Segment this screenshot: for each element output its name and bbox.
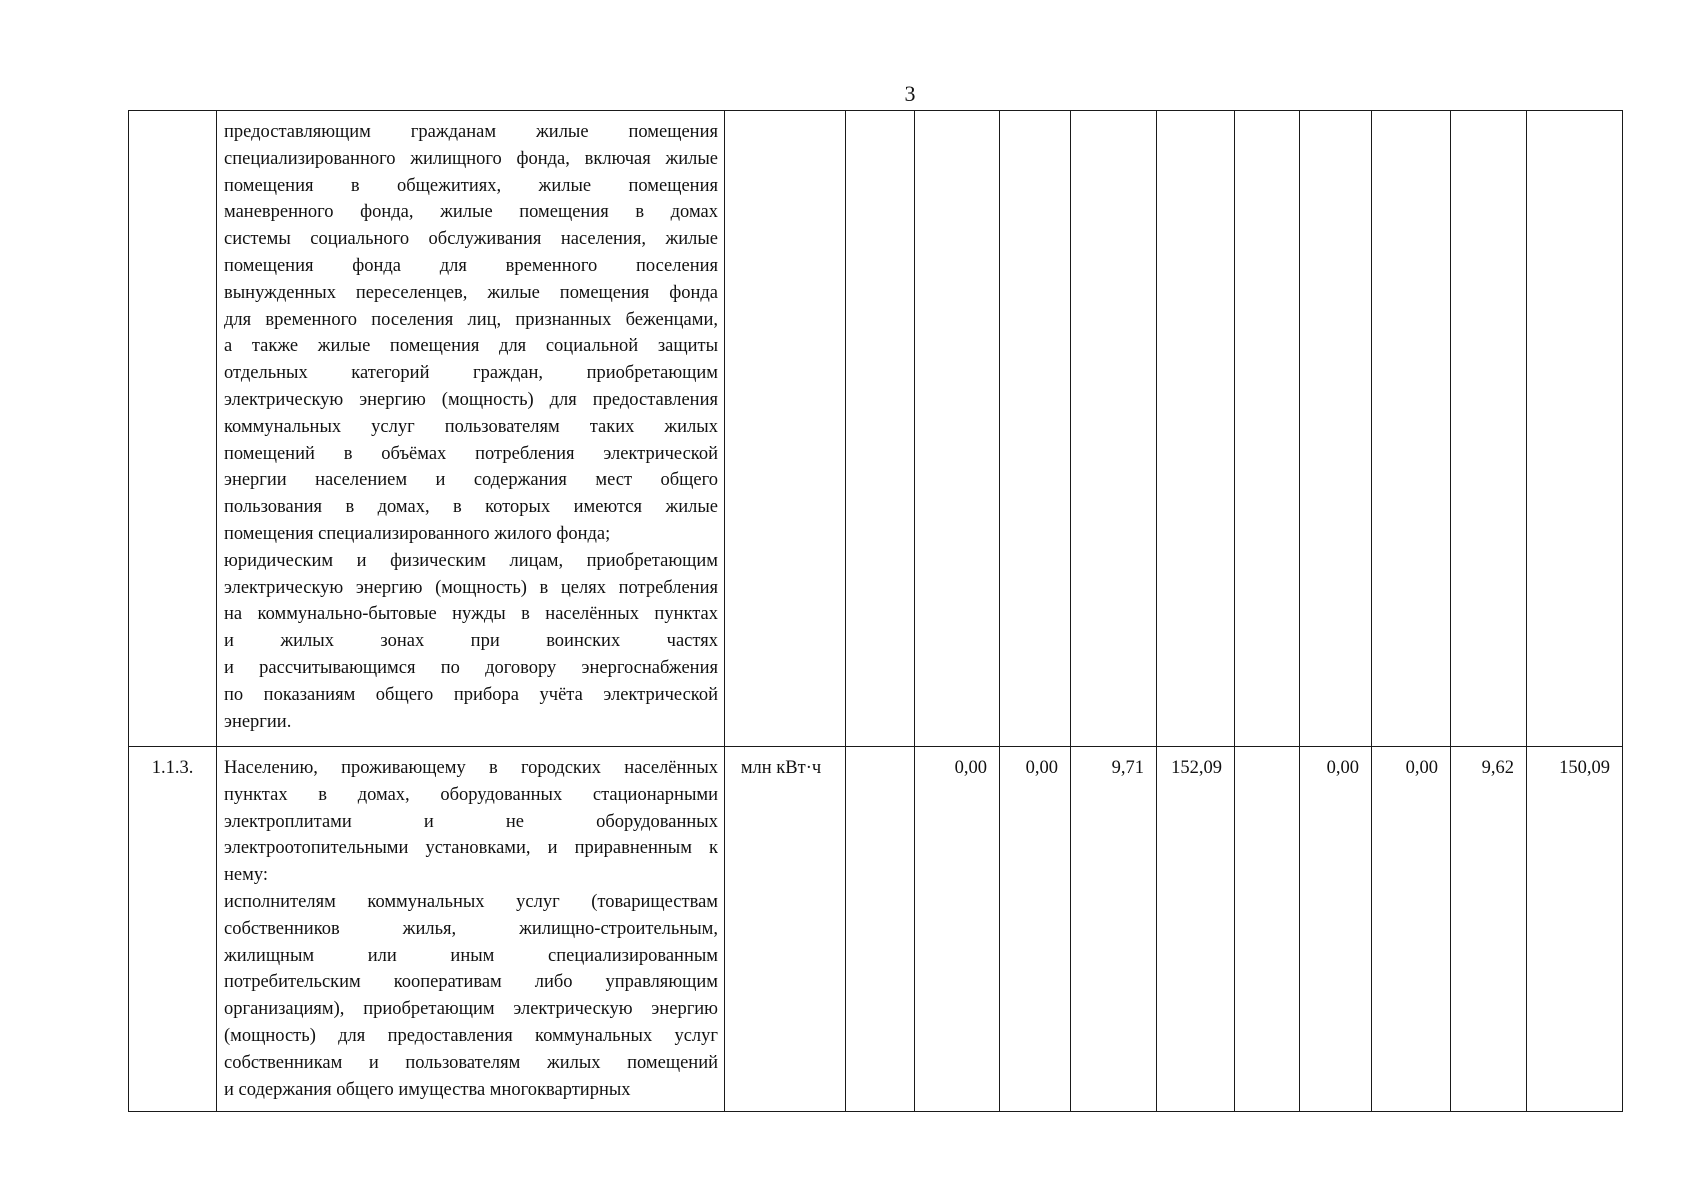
description-cell bbox=[217, 747, 725, 1112]
page-number: 3 bbox=[904, 81, 916, 106]
value-cell bbox=[1000, 111, 1071, 747]
description-line: Населению, проживающему в городских населённых bbox=[224, 758, 718, 778]
description-line: и жилых зонах при воинских частях bbox=[224, 631, 718, 652]
table-body bbox=[129, 111, 1623, 1112]
table-row bbox=[129, 747, 1623, 1112]
value-cell: 9,71 bbox=[1071, 747, 1157, 1112]
value-cell bbox=[1451, 111, 1527, 747]
description-line: электрическую энергию (мощность) для предоставления bbox=[224, 389, 718, 410]
tariff-table bbox=[128, 110, 1623, 1112]
value-cell bbox=[1071, 111, 1157, 747]
description-line: энергии населением и содержания мест общего bbox=[224, 470, 718, 491]
description-line: собственникам и пользователям жилых помещений bbox=[224, 1052, 718, 1073]
description-line: а также жилые помещения для социальной защиты bbox=[224, 336, 718, 357]
value-cell bbox=[1372, 111, 1451, 747]
description-line: исполнителям коммунальных услуг (товариществам bbox=[224, 891, 718, 912]
description-line: предоставляющим гражданам жилые помещения bbox=[224, 122, 718, 142]
description-line: пунктах в домах, оборудованных стационарными bbox=[224, 784, 718, 805]
description-line: маневренного фонда, жилые помещения в домах bbox=[224, 202, 718, 223]
value-cell bbox=[1157, 111, 1235, 747]
value-cell: 0,00 bbox=[1372, 747, 1451, 1112]
row-number-cell bbox=[129, 111, 217, 747]
description-line: коммунальных услуг пользователям таких жилых bbox=[224, 416, 718, 437]
description-line: юридическим и физическим лицам, приобретающим bbox=[224, 550, 718, 571]
table-row bbox=[129, 111, 1623, 747]
description-line: и рассчитывающимся по договору энергоснабжения bbox=[224, 657, 718, 678]
value-cell: 0,00 bbox=[1000, 747, 1071, 1112]
value-cell bbox=[1300, 111, 1372, 747]
description-line: вынужденных переселенцев, жилые помещения фонда bbox=[224, 282, 718, 303]
value-cell bbox=[915, 111, 1000, 747]
description-line: помещения в общежитиях, жилые помещения bbox=[224, 175, 718, 196]
description-line: нему: bbox=[224, 865, 268, 886]
description-line: организациям), приобретающим электрическую энергию bbox=[224, 999, 718, 1020]
description-line: отдельных категорий граждан, приобретающим bbox=[224, 363, 718, 384]
description-line: электроплитами и не оборудованных bbox=[224, 811, 718, 832]
description-line: помещений в объёмах потребления электрической bbox=[224, 443, 718, 464]
value-cell bbox=[1527, 111, 1623, 747]
value-cell bbox=[1235, 111, 1300, 747]
value-cell bbox=[846, 747, 915, 1112]
row-number-cell: 1.1.3. bbox=[129, 747, 217, 1112]
value-cell: 0,00 bbox=[915, 747, 1000, 1112]
value-cell bbox=[1235, 747, 1300, 1112]
description-line: электроотопительными установками, и приравненным к bbox=[224, 838, 718, 859]
value-cell bbox=[846, 111, 915, 747]
description-line: энергии. bbox=[224, 711, 292, 732]
value-cell: 152,09 bbox=[1157, 747, 1235, 1112]
description-line: системы социального обслуживания населения, жилые bbox=[224, 229, 718, 250]
description-line: помещения фонда для временного поселения bbox=[224, 255, 718, 276]
description-line: и содержания общего имущества многоквартирных bbox=[224, 1079, 631, 1100]
value-cell: 0,00 bbox=[1300, 747, 1372, 1112]
value-cell: 9,62 bbox=[1451, 747, 1527, 1112]
description-line: электрическую энергию (мощность) в целях потребления bbox=[224, 577, 718, 598]
description-line: специализированного жилищного фонда, включая жилые bbox=[224, 148, 718, 169]
description-line: по показаниям общего прибора учёта электрической bbox=[224, 684, 718, 705]
description-line: потребительским кооперативам либо управляющим bbox=[224, 972, 718, 993]
description-line: жилищным или иным специализированным bbox=[224, 945, 718, 966]
description-line: помещения специализированного жилого фонда; bbox=[224, 523, 611, 544]
value-cell: 150,09 bbox=[1527, 747, 1623, 1112]
description-cell bbox=[217, 111, 725, 747]
description-line: собственников жилья, жилищно-строительным, bbox=[224, 918, 718, 939]
unit-cell bbox=[725, 111, 846, 747]
description-line: на коммунально-бытовые нужды в населённых пунктах bbox=[224, 604, 718, 625]
unit-cell: млн кВт·ч bbox=[725, 747, 846, 1112]
description-line: пользования в домах, в которых имеются жилые bbox=[224, 497, 718, 518]
description-line: для временного поселения лиц, признанных беженцами, bbox=[224, 309, 718, 330]
description-line: (мощность) для предоставления коммунальных услуг bbox=[224, 1025, 718, 1046]
